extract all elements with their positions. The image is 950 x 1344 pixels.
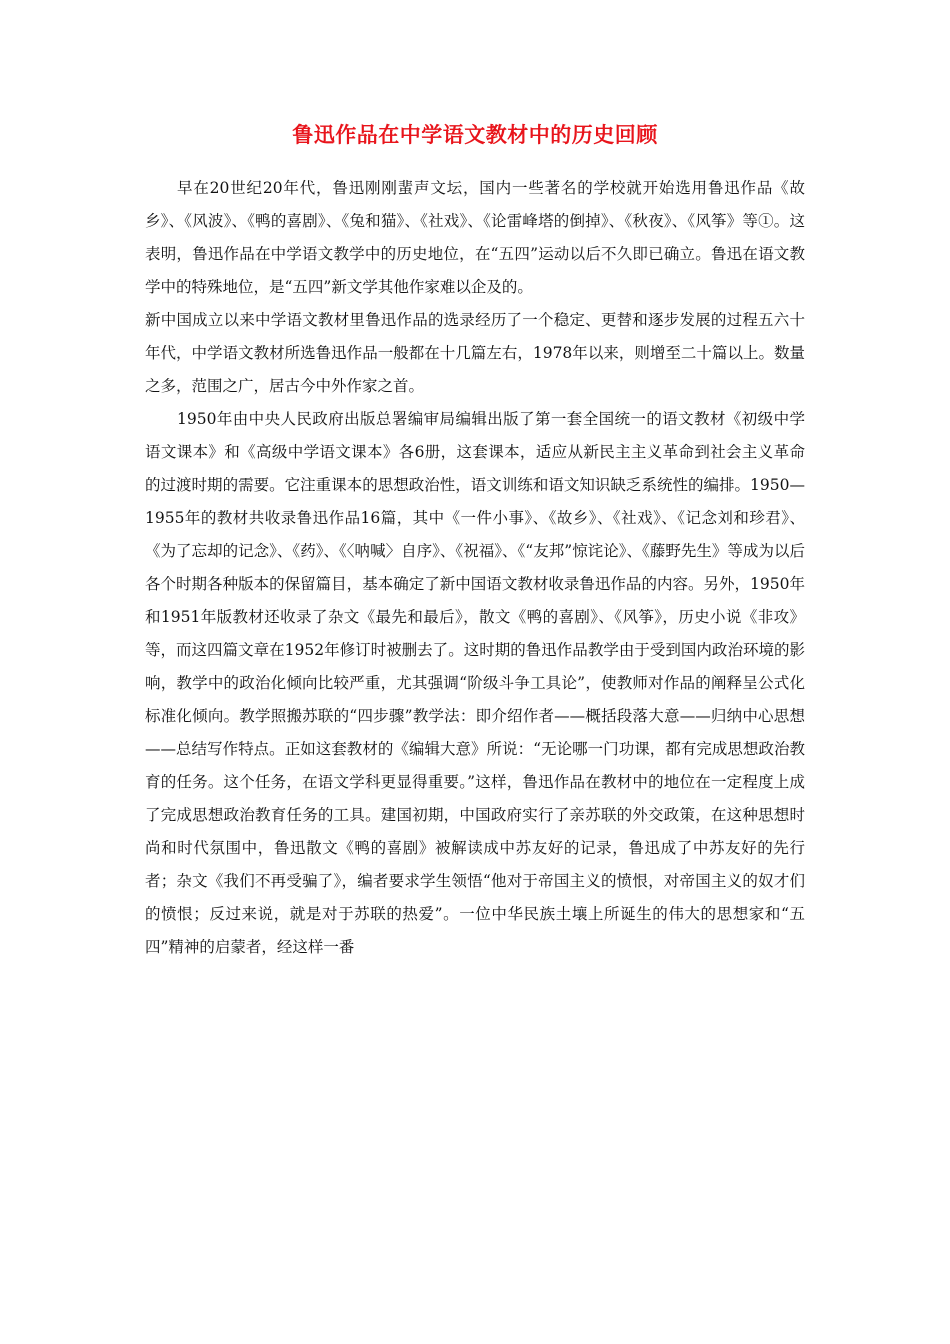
paragraph-3: 1950年由中央人民政府出版总署编审局编辑出版了第一套全国统一的语文教材《初级中学语文课本》和《高级中学语文课本》各6册，这套课本，适应从新民主主义革命到社会主义革命的过渡时期的需要。它注重课本的思想政治性，语文训练和语文知识缺乏系统性的编排。1950—1955年的教材共收录鲁迅作品16篇，其中《一件小事》、《故乡》、《社戏》、《记念刘和珍君》、《为了忘却的记念》、《药》、《〈呐喊〉自序》、《祝福》、《“友邦”惊诧论》、《藤野先生》等成为以后各个时期各种版本的保留篇目，基本确定了新中国语文教材收录鲁迅作品的内容。另外，1950年和1951年版教材还收录了杂文《最先和最后》，散文《鸭的喜剧》、《风筝》，历史小说《非攻》等，而这四篇文章在1952年修订时被删去了。这时期的鲁迅作品教学由于受到国内政治环境的影响，教学中的政治化倾向比较严重，尤其强调“阶级斗争工具论”，使教师对作品的阐释呈公式化标准化倾向。教学照搬苏联的“四步骤”教学法：即介绍作者——概括段落大意——归纳中心思想——总结写作特点。正如这套教材的《编辑大意》所说：“无论哪一门功课，都有完成思想政治教育的任务。这个任务，在语文学科更显得重要。”这样，鲁迅作品在教材中的地位在一定程度上成了完成思想政治教育任务的工具。建国初期，中国政府实行了亲苏联的外交政策，在这种思想时尚和时代氛围中，鲁迅散文《鸭的喜剧》被解读成中苏友好的记录，鲁迅成了中苏友好的先行者；杂文《我们不再受骗了》，编者要求学生领悟“他对于帝国主义的愤恨，对帝国主义的奴才们的愤恨；反过来说，就是对于苏联的热爱”。一位中华民族土壤上所诞生的伟大的思想家和“五四”精神的启蒙者，经这样一番 [145, 410, 805, 956]
document-title: 鲁迅作品在中学语文教材中的历史回顾 [292, 123, 658, 147]
paragraph-1: 早在20世纪20年代，鲁迅刚刚蜚声文坛，国内一些著名的学校就开始选用鲁迅作品《故乡》、《风波》、《鸭的喜剧》、《兔和猫》、《社戏》、《论雷峰塔的倒掉》、《秋夜》、《风筝》等①。这表明，鲁迅作品在中学语文教学中的历史地位，在“五四”运动以后不久即已确立。鲁迅在语文教学中的特殊地位，是“五四”新文学其他作家难以企及的。 [145, 179, 805, 296]
paragraph-2: 新中国成立以来中学语文教材里鲁迅作品的选录经历了一个稳定、更替和逐步发展的过程五六十年代，中学语文教材所选鲁迅作品一般都在十几篇左右，1978年以来，则增至二十篇以上。数量之多，范围之广，居古今中外作家之首。 [145, 311, 805, 395]
document-body [145, 172, 805, 964]
